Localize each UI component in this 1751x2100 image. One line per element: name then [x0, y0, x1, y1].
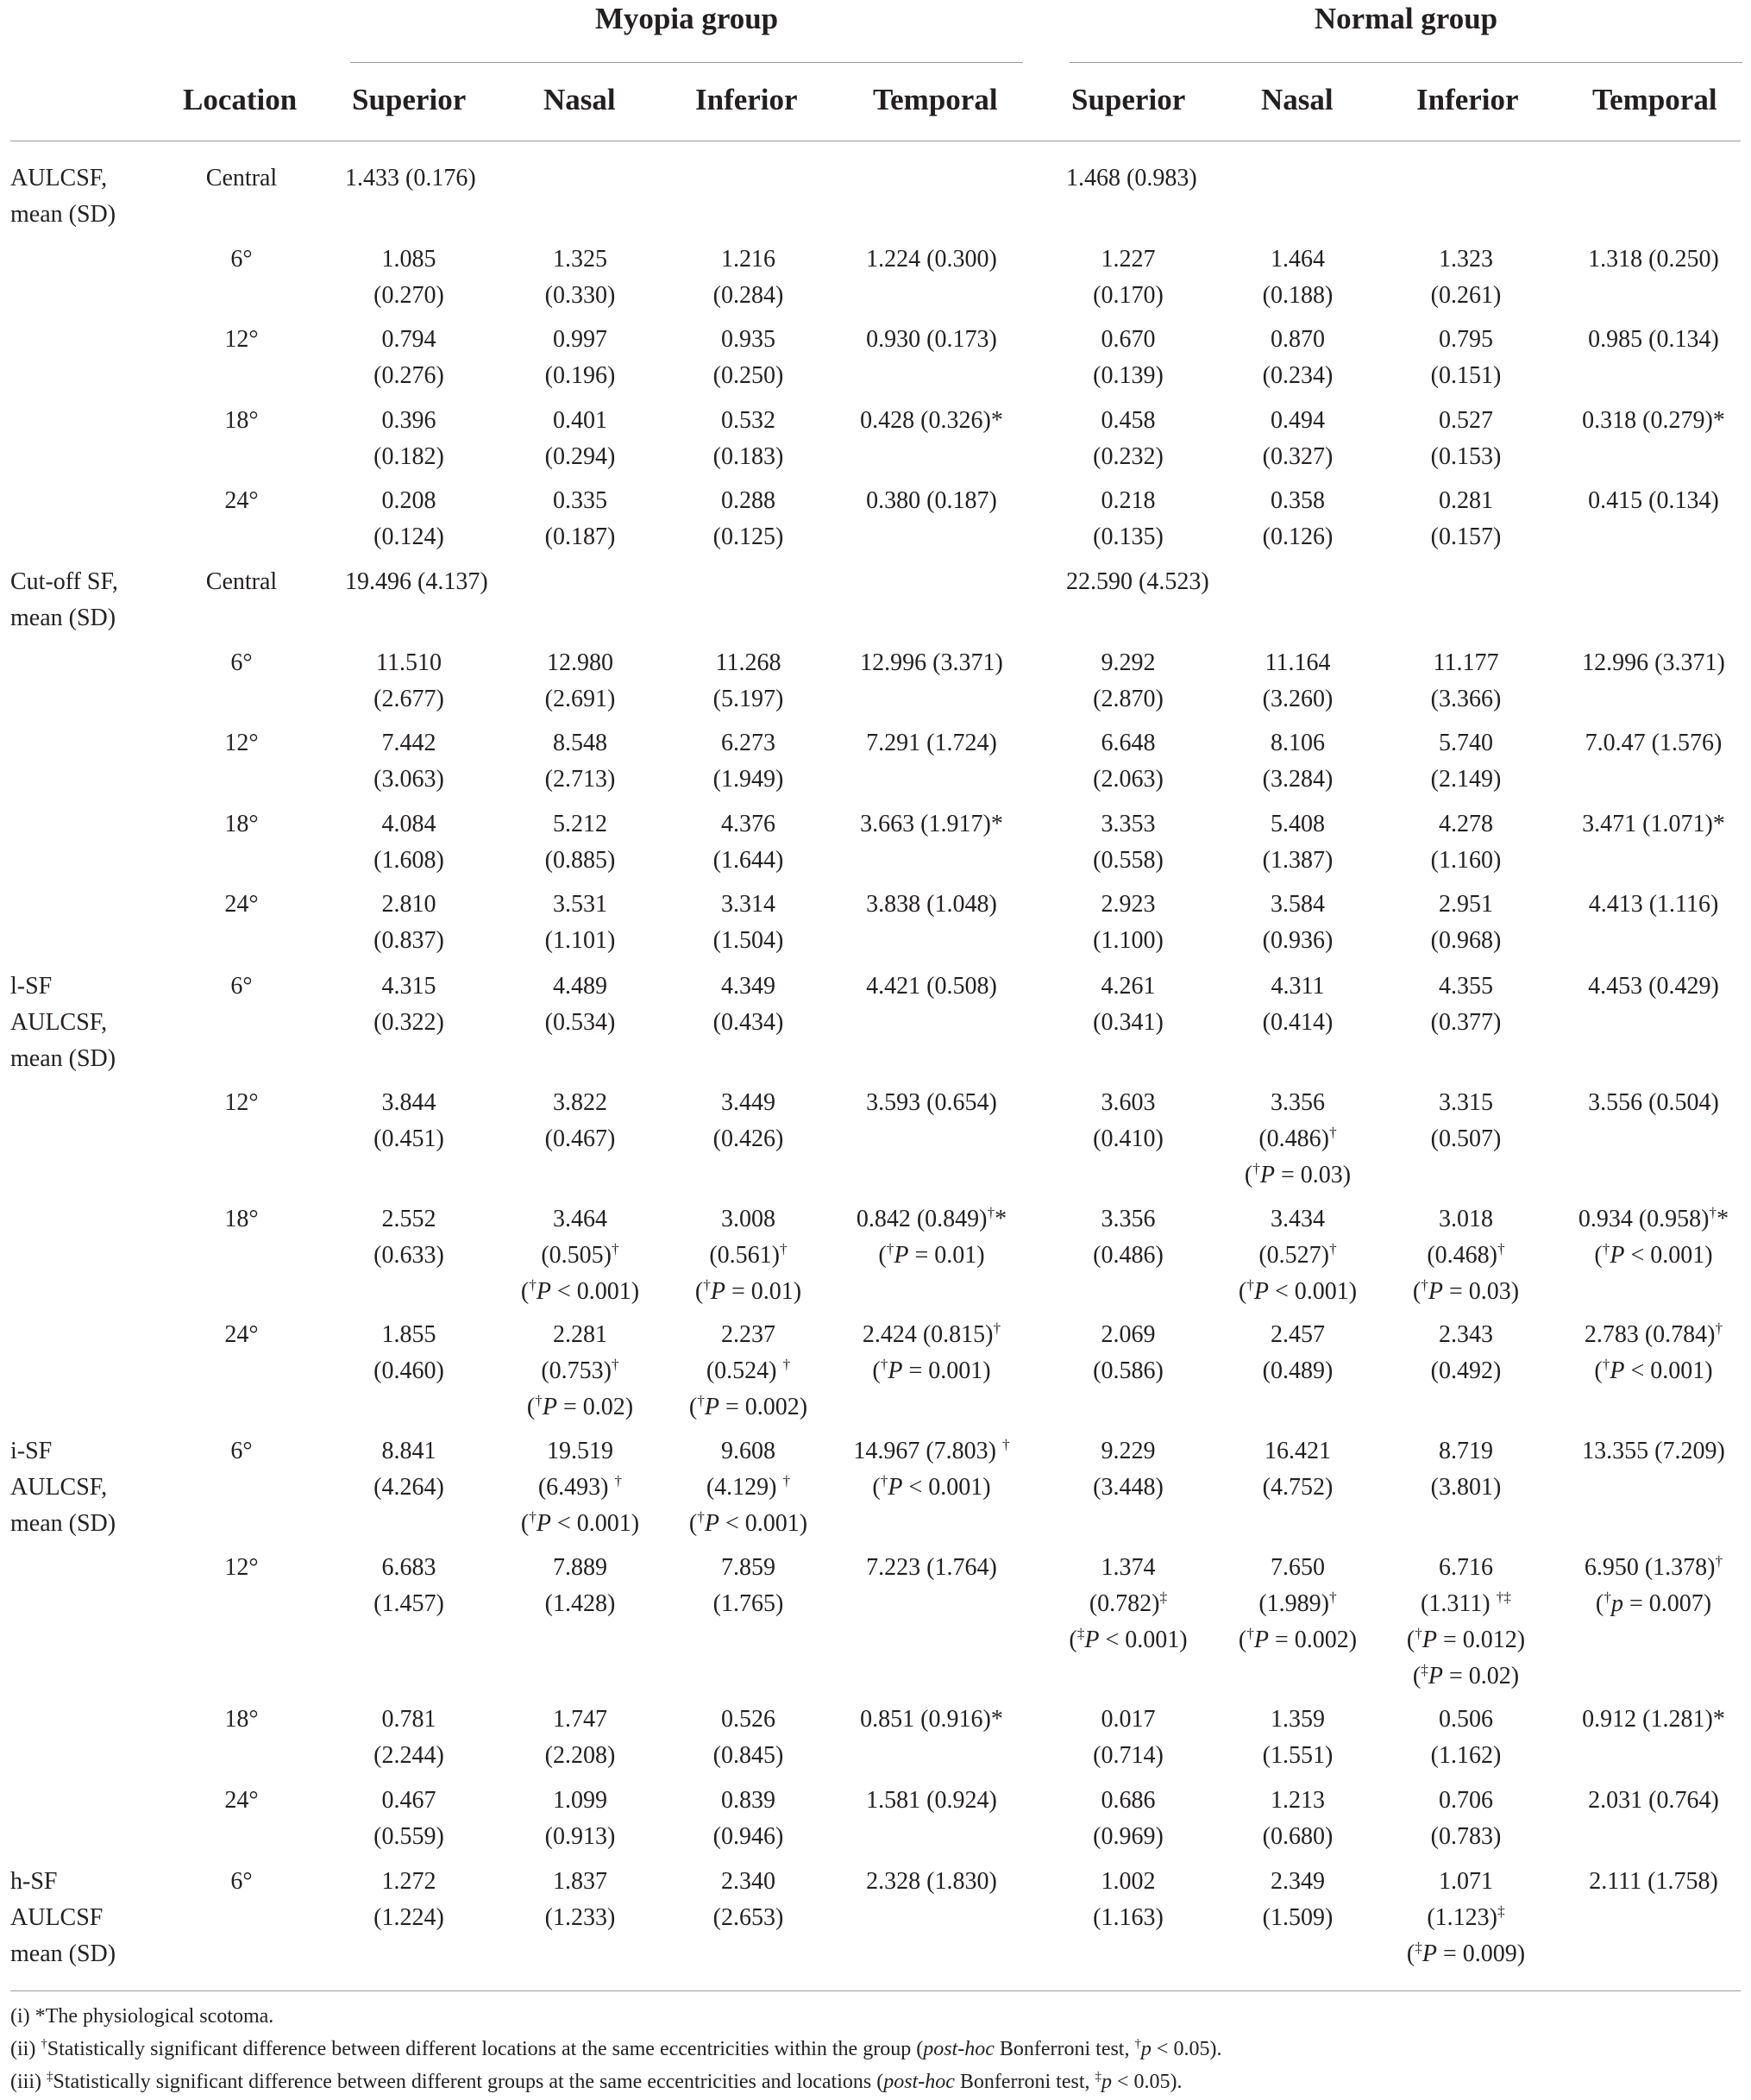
- normal-cell: 0.458 (0.232): [1093, 407, 1164, 470]
- myopia-cell: 3.531 (1.101): [544, 891, 616, 954]
- normal-cell: 8.719 (3.801): [1430, 1438, 1502, 1501]
- normal-cell: 3.584 (0.936): [1262, 891, 1334, 954]
- header-normal-temporal: Temporal: [1592, 83, 1717, 116]
- myopia-cell: 11.510 (2.677): [373, 649, 444, 712]
- myopia-cell: 0.396 (0.182): [373, 407, 444, 470]
- myopia-cell: 1.747 (2.208): [544, 1706, 616, 1769]
- myopia-cell: 1.085 (0.270): [373, 246, 444, 309]
- normal-cell: 4.453 (0.429): [1588, 973, 1719, 1000]
- myopia-cell: 8.841 (4.264): [373, 1438, 444, 1501]
- normal-cell: 0.934 (0.958)†* (†P < 0.001): [1578, 1204, 1729, 1269]
- myopia-cell: 12.980 (2.691): [544, 649, 616, 712]
- normal-cell: 11.164 (3.260): [1262, 649, 1334, 712]
- normal-cell: 1.464 (0.188): [1262, 246, 1334, 309]
- normal-cell: 2.783 (0.784)† (†P < 0.001): [1584, 1320, 1723, 1384]
- normal-cell: 3.356 (0.486)† (†P = 0.03): [1244, 1089, 1352, 1188]
- myopia-cell: 4.421 (0.508): [866, 973, 997, 1000]
- normal-cell: 5.740 (2.149): [1430, 730, 1502, 793]
- myopia-cell: 4.349 (0.434): [712, 973, 784, 1036]
- normal-cell: 1.227 (0.170): [1093, 246, 1164, 309]
- myopia-cell: 2.552 (0.633): [373, 1206, 444, 1269]
- myopia-cell: 12.996 (3.371): [860, 649, 1003, 676]
- metric-label: l-SF AULCSF, mean (SD): [10, 973, 116, 1072]
- myopia-cell: 0.401 (0.294): [544, 407, 616, 470]
- normal-cell: 4.413 (1.116): [1588, 891, 1719, 918]
- normal-cell: 0.985 (0.134): [1588, 326, 1719, 353]
- metric-label: h-SF AULCSF mean (SD): [10, 1868, 116, 1967]
- myopia-cell: 4.376 (1.644): [712, 811, 784, 874]
- normal-cell: 0.686 (0.969): [1093, 1787, 1164, 1850]
- myopia-cell: 7.442 (3.063): [373, 730, 444, 793]
- myopia-cell: 3.008 (0.561)† (†P = 0.01): [694, 1206, 802, 1305]
- normal-cell: 4.355 (0.377): [1430, 973, 1502, 1036]
- location-label: 12°: [224, 326, 259, 353]
- normal-cell: 8.106 (3.284): [1262, 730, 1334, 793]
- myopia-cell: 14.967 (7.803) † (†P < 0.001): [853, 1436, 1010, 1501]
- myopia-cell: 3.314 (1.504): [712, 891, 784, 954]
- myopia-cell: 0.208 (0.124): [373, 487, 444, 550]
- location-label: 18°: [224, 1706, 259, 1733]
- normal-cell: 13.355 (7.209): [1582, 1438, 1725, 1464]
- myopia-cell: 1.325 (0.330): [544, 246, 616, 309]
- normal-cell: 0.218 (0.135): [1093, 487, 1164, 550]
- myopia-cell: 9.608 (4.129) † (†P < 0.001): [688, 1438, 808, 1537]
- header-normal-superior: Superior: [1071, 83, 1186, 116]
- myopia-cell: 1.099 (0.913): [544, 1787, 616, 1850]
- normal-cell: 16.421 (4.752): [1262, 1438, 1334, 1501]
- normal-cell: 2.031 (0.764): [1588, 1787, 1719, 1814]
- header-myopia-superior: Superior: [352, 83, 467, 116]
- footnote-1: (i) *The physiological scotoma.: [10, 2005, 274, 2028]
- myopia-cell: 7.223 (1.764): [866, 1554, 997, 1581]
- myopia-cell: 8.548 (2.713): [544, 730, 616, 793]
- normal-cell: 0.494 (0.327): [1262, 407, 1334, 470]
- normal-cell: 3.356 (0.486): [1093, 1206, 1164, 1269]
- myopia-cell: 3.464 (0.505)† (†P < 0.001): [520, 1206, 640, 1305]
- normal-cell: 0.281 (0.157): [1430, 487, 1502, 550]
- location-label: 6°: [230, 1438, 253, 1464]
- normal-cell: 1.323 (0.261): [1430, 246, 1502, 309]
- header-location: Location: [183, 83, 298, 116]
- normal-cell: 0.670 (0.139): [1093, 326, 1164, 389]
- myopia-cell: 0.380 (0.187): [866, 487, 997, 514]
- myopia-cell: 2.424 (0.815)† (†P = 0.001): [862, 1320, 1001, 1384]
- location-label: 6°: [230, 649, 253, 676]
- normal-cell: 2.069 (0.586): [1093, 1321, 1164, 1384]
- footnote-2: (ii) †Statistically significant difference between different locations at the same eccentricities within the group (post-hoc Bonferroni test, †p < 0.05).: [10, 2037, 1222, 2060]
- normal-cell: 11.177 (3.366): [1430, 649, 1502, 712]
- myopia-cell: 4.084 (1.608): [373, 811, 444, 874]
- myopia-cell: 3.822 (0.467): [544, 1089, 616, 1152]
- normal-cell: 12.996 (3.371): [1582, 649, 1725, 676]
- location-label: 24°: [224, 1321, 259, 1348]
- metric-label: i-SF AULCSF, mean (SD): [10, 1438, 116, 1537]
- myopia-cell: 6.683 (1.457): [373, 1554, 444, 1617]
- normal-cell: 2.111 (1.758): [1589, 1868, 1718, 1895]
- header-normal-nasal: Nasal: [1261, 83, 1334, 116]
- myopia-cell: 2.237 (0.524) † (†P = 0.002): [688, 1321, 808, 1420]
- myopia-cell: 0.997 (0.196): [544, 326, 616, 389]
- footnote-3: (iii) ‡Statistically significant difference between different groups at the same eccentricities and locations (post-hoc Bonferroni test, ‡p < 0.05).: [10, 2070, 1183, 2093]
- normal-cell: 3.018 (0.468)† (†P = 0.03): [1412, 1206, 1520, 1305]
- normal-group-rule: [1070, 62, 1742, 63]
- normal-cell: 0.017 (0.714): [1093, 1706, 1164, 1769]
- myopia-cell: 6.273 (1.949): [712, 730, 784, 793]
- normal-group-header: Normal group: [1314, 2, 1498, 35]
- myopia-cell: 4.489 (0.534): [544, 973, 616, 1036]
- myopia-cell: 0.288 (0.125): [712, 487, 784, 550]
- normal-cell: 2.349 (1.509): [1262, 1868, 1334, 1931]
- normal-cell: 0.912 (1.281)*: [1582, 1706, 1725, 1733]
- normal-cell: 2.923 (1.100): [1093, 891, 1164, 954]
- normal-cell: 0.870 (0.234): [1262, 326, 1334, 389]
- myopia-cell: 3.844 (0.451): [373, 1089, 444, 1152]
- myopia-cell: 0.532 (0.183): [712, 407, 784, 470]
- normal-cell: 9.229 (3.448): [1093, 1438, 1164, 1501]
- myopia-cell: 5.212 (0.885): [544, 811, 616, 874]
- normal-cell: 22.590 (4.523): [1066, 568, 1209, 595]
- location-label: 6°: [230, 246, 253, 273]
- location-label: 18°: [224, 1206, 259, 1232]
- normal-cell: 6.950 (1.378)† (†p = 0.007): [1584, 1552, 1723, 1617]
- normal-cell: 1.213 (0.680): [1262, 1787, 1334, 1850]
- normal-cell: 6.716 (1.311) †‡ (†P = 0.012) (‡P = 0.02): [1406, 1554, 1526, 1689]
- normal-cell: 1.071 (1.123)‡ (‡P = 0.009): [1406, 1868, 1526, 1967]
- table-bottom-rule: [10, 1990, 1741, 1991]
- header-normal-inferior: Inferior: [1416, 83, 1519, 116]
- myopia-cell: 0.526 (0.845): [712, 1706, 784, 1769]
- myopia-cell: 1.224 (0.300): [866, 246, 997, 273]
- location-label: 12°: [224, 1089, 259, 1116]
- normal-cell: 2.343 (0.492): [1430, 1321, 1502, 1384]
- normal-cell: 3.353 (0.558): [1093, 811, 1164, 874]
- normal-cell: 3.603 (0.410): [1093, 1089, 1164, 1152]
- normal-cell: 0.706 (0.783): [1430, 1787, 1502, 1850]
- normal-cell: 0.358 (0.126): [1262, 487, 1334, 550]
- location-label: 18°: [224, 407, 259, 434]
- header-myopia-inferior: Inferior: [695, 83, 798, 116]
- normal-cell: 0.795 (0.151): [1430, 326, 1502, 389]
- myopia-cell: 0.428 (0.326)*: [860, 407, 1003, 434]
- myopia-cell: 0.935 (0.250): [712, 326, 784, 389]
- normal-cell: 0.506 (1.162): [1430, 1706, 1502, 1769]
- myopia-cell: 0.842 (0.849)†* (†P = 0.01): [856, 1204, 1007, 1269]
- normal-cell: 4.311 (0.414): [1262, 973, 1334, 1036]
- metric-label: Cut-off SF, mean (SD): [10, 568, 118, 631]
- normal-cell: 3.434 (0.527)† (†P < 0.001): [1238, 1206, 1358, 1305]
- location-label: 12°: [224, 1554, 259, 1581]
- normal-cell: 2.951 (0.968): [1430, 891, 1502, 954]
- normal-cell: 5.408 (1.387): [1262, 811, 1334, 874]
- myopia-cell: 11.268 (5.197): [712, 649, 784, 712]
- myopia-cell: 0.467 (0.559): [373, 1787, 444, 1850]
- normal-cell: 1.359 (1.551): [1262, 1706, 1334, 1769]
- myopia-group-rule: [350, 62, 1023, 63]
- myopia-cell: 1.855 (0.460): [373, 1321, 444, 1384]
- location-label: Central: [205, 165, 278, 191]
- myopia-cell: 0.930 (0.173): [866, 326, 997, 353]
- normal-cell: 7.650 (1.989)† (†P = 0.002): [1238, 1554, 1358, 1653]
- myopia-cell: 2.328 (1.830): [866, 1868, 997, 1895]
- normal-cell: 1.468 (0.983): [1066, 165, 1197, 191]
- normal-cell: 4.278 (1.160): [1430, 811, 1502, 874]
- myopia-cell: 2.281 (0.753)† (†P = 0.02): [526, 1321, 634, 1420]
- normal-cell: 3.556 (0.504): [1588, 1089, 1719, 1116]
- location-label: 12°: [224, 730, 259, 756]
- myopia-cell: 4.315 (0.322): [373, 973, 444, 1036]
- location-label: 6°: [230, 1868, 253, 1895]
- myopia-cell: 1.433 (0.176): [345, 165, 476, 191]
- myopia-cell: 0.335 (0.187): [544, 487, 616, 550]
- header-myopia-temporal: Temporal: [873, 83, 998, 116]
- myopia-cell: 7.889 (1.428): [544, 1554, 616, 1617]
- myopia-cell: 0.781 (2.244): [373, 1706, 444, 1769]
- myopia-group-header: Myopia group: [594, 2, 779, 35]
- normal-cell: 9.292 (2.870): [1093, 649, 1164, 712]
- myopia-cell: 7.291 (1.724): [866, 730, 997, 756]
- myopia-cell: 19.519 (6.493) † (†P < 0.001): [520, 1438, 640, 1537]
- myopia-cell: 3.838 (1.048): [866, 891, 997, 918]
- myopia-cell: 19.496 (4.137): [345, 568, 488, 595]
- normal-cell: 1.318 (0.250): [1588, 246, 1719, 273]
- myopia-cell: 0.794 (0.276): [373, 326, 444, 389]
- normal-cell: 3.315 (0.507): [1430, 1089, 1502, 1152]
- metric-label: AULCSF, mean (SD): [10, 165, 116, 228]
- normal-cell: 1.002 (1.163): [1093, 1868, 1164, 1931]
- location-label: 24°: [224, 891, 259, 918]
- myopia-cell: 2.810 (0.837): [373, 891, 444, 954]
- header-myopia-nasal: Nasal: [543, 83, 616, 116]
- myopia-cell: 2.340 (2.653): [712, 1868, 784, 1931]
- myopia-cell: 1.216 (0.284): [712, 246, 784, 309]
- normal-cell: 1.374 (0.782)‡ (‡P < 0.001): [1069, 1554, 1188, 1653]
- myopia-cell: 1.272 (1.224): [373, 1868, 444, 1931]
- myopia-cell: 1.837 (1.233): [544, 1868, 616, 1931]
- location-label: 6°: [230, 973, 253, 1000]
- myopia-cell: 3.593 (0.654): [866, 1089, 997, 1116]
- normal-cell: 0.318 (0.279)*: [1582, 407, 1725, 434]
- normal-cell: 0.527 (0.153): [1430, 407, 1502, 470]
- normal-cell: 2.457 (0.489): [1262, 1321, 1334, 1384]
- normal-cell: 6.648 (2.063): [1093, 730, 1164, 793]
- myopia-cell: 1.581 (0.924): [866, 1787, 997, 1814]
- myopia-cell: 7.859 (1.765): [712, 1554, 784, 1617]
- normal-cell: 7.0.47 (1.576): [1585, 730, 1723, 756]
- myopia-cell: 0.839 (0.946): [712, 1787, 784, 1850]
- myopia-cell: 0.851 (0.916)*: [860, 1706, 1003, 1733]
- location-label: 24°: [224, 487, 259, 514]
- location-label: 18°: [224, 811, 259, 837]
- normal-cell: 0.415 (0.134): [1588, 487, 1719, 514]
- myopia-cell: 3.663 (1.917)*: [860, 811, 1003, 837]
- myopia-cell: 3.449 (0.426): [712, 1089, 784, 1152]
- normal-cell: 3.471 (1.071)*: [1582, 811, 1725, 837]
- normal-cell: 4.261 (0.341): [1093, 973, 1164, 1036]
- location-label: 24°: [224, 1787, 259, 1814]
- location-label: Central: [205, 568, 278, 595]
